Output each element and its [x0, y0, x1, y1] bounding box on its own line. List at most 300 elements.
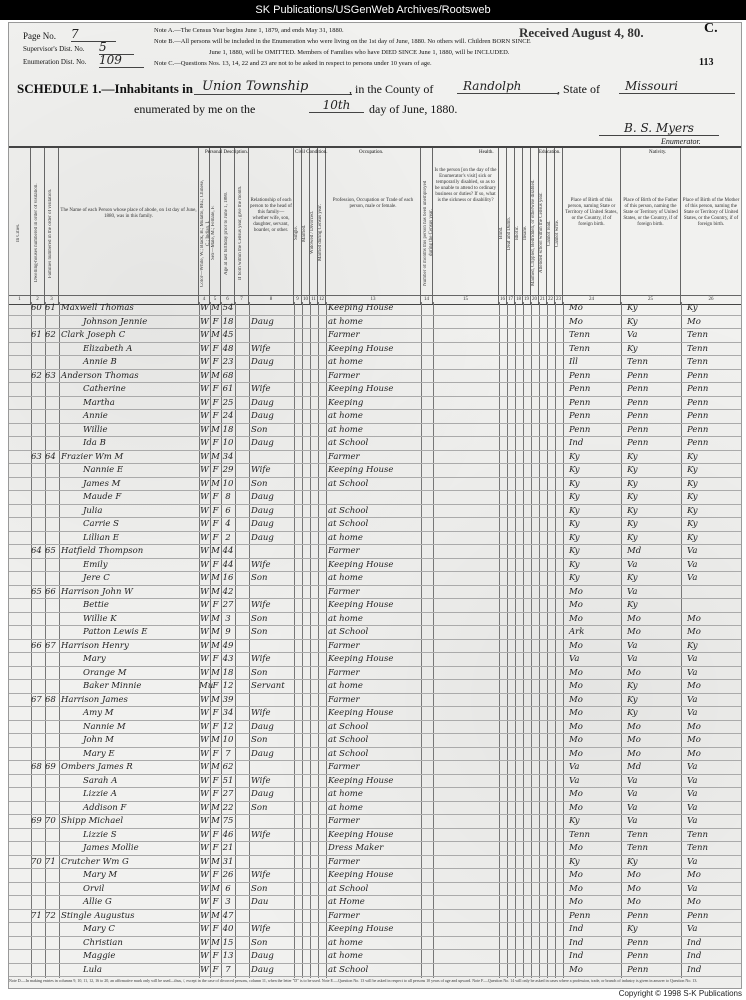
cell-bf: Penn: [627, 951, 649, 961]
cell-bf: Penn: [627, 397, 649, 408]
cell-age: 68: [222, 370, 234, 381]
cell-color: W: [200, 573, 209, 583]
cell-fam: 69: [45, 762, 56, 772]
cell-name: John M: [83, 735, 114, 745]
cell-age: 54: [222, 303, 234, 313]
cell-fam: [45, 950, 59, 962]
cell-bf: Penn: [627, 424, 649, 435]
cell-bf: Va: [627, 654, 638, 664]
cell-sex: M: [211, 478, 220, 489]
cell-name: Annie B: [83, 357, 117, 367]
cell-bf: Va: [627, 802, 638, 813]
col-7-header: If born within the Census year, give the month. 7: [235, 148, 249, 304]
cell-age: 46: [222, 829, 234, 840]
cell-rel: [251, 545, 294, 557]
table-row: [9, 640, 741, 654]
table-row: [9, 667, 741, 681]
cell-color: W: [200, 870, 209, 880]
table-row: [9, 923, 741, 937]
cell-fam: [45, 356, 59, 368]
cell-b: Mo: [569, 640, 583, 651]
cell-occ: at home: [328, 937, 363, 948]
cell-fam: [45, 464, 59, 476]
cell-bf: Tenn: [627, 843, 648, 853]
cell-rel: Daug: [251, 411, 274, 421]
cell-dw: [31, 559, 45, 571]
cell-bf: Mo: [627, 735, 641, 745]
cell-dw: [31, 721, 45, 733]
cell-age: 61: [222, 384, 234, 394]
cell-fam: [45, 532, 59, 544]
col-20-header: Maimed, Crippled, Bedridden, or otherwise disabled. 20: [531, 148, 539, 304]
cell-dw: [31, 788, 45, 800]
cell-dw: [31, 478, 45, 490]
cell-occ: at home: [328, 802, 363, 813]
cell-bm: Mo: [687, 316, 701, 327]
cell-age: 15: [222, 937, 234, 948]
cell-fam: [45, 343, 59, 355]
cell-dw: [31, 383, 45, 395]
cell-bf: Va: [627, 789, 638, 799]
cell-bf: Ky: [627, 316, 638, 327]
cell-occ: at home: [328, 357, 363, 367]
cell-sex: M: [211, 802, 220, 813]
cell-dw: [31, 842, 45, 854]
cell-color: W: [200, 762, 209, 772]
cell-occ: Keeping House: [328, 924, 394, 934]
cell-bm: Va: [687, 802, 698, 813]
cell-fam: 70: [45, 816, 56, 826]
cell-occ: Farmer: [328, 910, 360, 921]
col-25-header: Place of Birth of the Father of this person, naming the State or Territory of United States, or the Country, if of foreign birth. 25: [621, 148, 681, 304]
cell-dw: [31, 707, 45, 719]
page-no-value: 7: [71, 27, 116, 42]
cell-b: Penn: [569, 370, 591, 381]
cell-color: W: [200, 411, 209, 421]
cell-color: W: [200, 505, 209, 516]
cell-bm: Tenn: [687, 843, 708, 853]
cell-bf: Va: [627, 775, 638, 786]
cell-fam: [45, 559, 59, 571]
cell-dw: 67: [31, 694, 42, 705]
table-row: [9, 883, 741, 897]
cell-occ: Farmer: [328, 694, 360, 705]
table-row: [9, 937, 741, 951]
cell-age: 9: [225, 627, 231, 637]
cell-sex: M: [211, 330, 220, 340]
cell-color: W: [200, 397, 209, 408]
table-row: [9, 829, 741, 843]
cell-name: Mary M: [83, 870, 118, 880]
cell-b: Penn: [569, 411, 591, 421]
cell-dw: 60: [31, 303, 42, 313]
cell-occ: Farmer: [328, 451, 360, 462]
cell-sex: F: [212, 924, 219, 934]
cell-occ: Farmer: [328, 667, 360, 678]
cell-rel: Wife: [251, 924, 271, 934]
cell-age: 27: [222, 789, 234, 799]
state-value: Missouri: [619, 79, 735, 94]
cell-name: Emily: [83, 559, 108, 570]
cell-bf: Va: [627, 586, 638, 597]
cell-color: W: [200, 721, 209, 732]
cell-fam: [45, 613, 59, 625]
cell-name: Clark Joseph C: [61, 330, 126, 340]
cell-b: Mo: [569, 681, 583, 691]
cell-occ: Keeping House: [328, 829, 394, 840]
cell-name: Willie K: [83, 613, 117, 624]
cell-color: W: [200, 748, 209, 759]
note-c: Note C.—Questions Nos. 13, 14, 22 and 23 are not to be asked in respect to persons under 10 years of age.: [154, 60, 432, 67]
cell-dw: [31, 802, 45, 814]
cell-sex: F: [212, 870, 219, 880]
cell-bf: Ky: [627, 694, 638, 705]
cell-age: 29: [222, 465, 234, 475]
cell-sex: F: [212, 829, 219, 840]
cell-occ: Keeping House: [328, 559, 394, 570]
cell-rel: Daug: [251, 721, 274, 732]
cell-b: Mo: [569, 735, 583, 745]
cell-name: Maggie: [83, 951, 116, 961]
cell-rel: [251, 586, 294, 598]
cell-occ: at School: [328, 721, 369, 732]
cell-dw: [31, 356, 45, 368]
cell-rel: Dau: [251, 897, 269, 907]
cell-sex: M: [211, 910, 220, 921]
cell-occ: Dress Maker: [328, 843, 384, 853]
cell-sex: F: [212, 775, 219, 786]
table-row: [9, 815, 741, 829]
cell-fam: [45, 923, 59, 935]
cell-color: W: [200, 708, 209, 718]
cell-dw: [31, 343, 45, 355]
cell-rel: [251, 370, 294, 382]
cell-occ: at School: [328, 627, 369, 637]
cell-fam: [45, 788, 59, 800]
cell-age: 16: [222, 573, 234, 583]
cell-bf: Ky: [627, 451, 638, 462]
cell-age: 10: [222, 735, 234, 745]
cell-b: Mo: [569, 964, 583, 975]
cell-age: 75: [222, 816, 234, 826]
cell-occ: Farmer: [328, 586, 360, 597]
cell-bm: Penn: [687, 397, 709, 408]
cell-dw: [31, 950, 45, 962]
cell-sex: F: [212, 559, 219, 570]
cell-dw: [31, 505, 45, 517]
table-row: [9, 734, 741, 748]
table-row: [9, 788, 741, 802]
cell-occ: Farmer: [328, 330, 360, 340]
cell-name: Orange M: [83, 667, 127, 678]
col-11-header: Widowed / Divorced. 11: [310, 148, 318, 304]
cell-color: W: [200, 816, 209, 826]
cell-occ: Keeping House: [328, 303, 394, 313]
cell-bf: Ky: [627, 856, 638, 867]
cell-bf: Ky: [627, 681, 638, 691]
cell-rel: Son: [251, 937, 268, 948]
cell-fam: [45, 437, 59, 449]
cell-bf: Mo: [627, 627, 641, 637]
cell-name: Lula: [83, 964, 102, 975]
cell-color: W: [200, 694, 209, 705]
cell-age: 10: [222, 438, 234, 448]
cell-rel: Son: [251, 627, 268, 637]
cell-dw: 70: [31, 856, 42, 867]
footnotes: Note D.—In making entries in columns 9, 10, 11, 12, 16 to 20, an affirmative mark only will be used—thus, /, except in the case of divorced persons, column 11, when the letter "D" is to be used. Note E.—Question No. 13 will be asked in respect to all persons 10 years of age and upward. Note F.—Question No. 14 will only be asked in cases where a profession, trade, or branch of industry is given in answer to Question No. 13.: [9, 978, 698, 983]
cell-bm: Tenn: [687, 829, 708, 840]
cell-bf: Ky: [627, 924, 638, 934]
county-label: , in the County of: [349, 82, 434, 96]
cell-age: 31: [222, 856, 234, 867]
cell-bm: Va: [687, 883, 698, 894]
cell-color: W: [200, 843, 209, 853]
cell-sex: F: [212, 316, 219, 327]
cell-occ: Keeping: [328, 397, 364, 408]
cell-sex: F: [212, 465, 219, 475]
cell-occ: at home: [328, 532, 363, 543]
cell-sex: F: [212, 681, 219, 691]
col-1-header: In Cities. 1: [9, 148, 31, 304]
cell-rel: Son: [251, 667, 268, 678]
table-row: [9, 478, 741, 492]
cell-color: W: [200, 667, 209, 678]
cell-sex: F: [212, 343, 219, 354]
sheet-number: 113: [699, 57, 714, 68]
cell-b: Ky: [569, 532, 580, 543]
cell-rel: Servant: [251, 681, 285, 691]
cell-color: W: [200, 897, 209, 907]
cell-sex: F: [212, 519, 219, 529]
cell-b: Ky: [569, 573, 580, 583]
cell-age: 39: [222, 694, 234, 705]
cell-dw: [31, 748, 45, 760]
cell-bm: Mo: [687, 897, 701, 907]
cell-fam: [45, 383, 59, 395]
group-health: Health.: [479, 150, 494, 155]
cell-dw: [31, 937, 45, 949]
col-10-header: Married. 10: [302, 148, 310, 304]
cell-dw: [31, 626, 45, 638]
cell-name: Amy M: [83, 708, 114, 718]
cell-sex: F: [212, 708, 219, 718]
cell-b: Ky: [569, 816, 580, 826]
table-row: [9, 802, 741, 816]
col-21-header: Attended school within the Census year. 21: [539, 148, 547, 304]
table-row: [9, 437, 741, 451]
cell-bm: Ky: [687, 532, 698, 543]
cell-sex: F: [212, 843, 219, 853]
cell-occ: at School: [328, 478, 369, 489]
cell-sex: F: [212, 600, 219, 610]
cell-bf: Ky: [627, 478, 638, 489]
cell-age: 44: [222, 559, 234, 570]
cell-b: Tenn: [569, 343, 590, 354]
cell-occ: Keeping House: [328, 384, 394, 394]
table-row: [9, 694, 741, 708]
cell-sex: M: [211, 613, 220, 624]
cell-rel: Daug: [251, 505, 274, 516]
cell-fam: 65: [45, 546, 56, 556]
cell-dw: [31, 410, 45, 422]
cell-color: W: [200, 384, 209, 394]
group-education: Education.: [539, 150, 561, 155]
table-row: [9, 343, 741, 357]
cell-color: W: [200, 303, 209, 313]
cell-rel: Daug: [251, 492, 274, 502]
cell-age: 34: [222, 451, 234, 462]
cell-rel: [251, 815, 294, 827]
cell-occ: Keeping House: [328, 465, 394, 475]
table-row: [9, 910, 741, 924]
cell-occ: at home: [328, 411, 363, 421]
cell-rel: Son: [251, 735, 268, 745]
cell-bf: Md: [627, 546, 642, 556]
col-12-header: Married during Census year. 12: [318, 148, 326, 304]
cell-sex: F: [212, 384, 219, 394]
cell-bf: Mo: [627, 897, 641, 907]
cell-bm: Mo: [687, 681, 701, 691]
note-b: Note B.—All persons will be included in the Enumeration who were living on the 1st day of June, 1880. No others will. Children BORN SINCE: [154, 38, 531, 45]
cell-occ: Keeping House: [328, 870, 394, 880]
cell-b: Mo: [569, 613, 583, 624]
cell-dw: [31, 923, 45, 935]
cell-name: Maxwell Thomas: [61, 303, 134, 313]
cell-name: Ida B: [83, 438, 106, 448]
cell-color: W: [200, 357, 209, 367]
table-row: [9, 356, 741, 370]
cell-rel: Wife: [251, 708, 271, 718]
cell-sex: F: [212, 505, 219, 516]
col-24-header: Place of Birth of this person, naming State or Territory of United States, or the Country, if of foreign birth. 24: [563, 148, 621, 304]
table-row: [9, 842, 741, 856]
census-rows: [9, 302, 741, 978]
cell-age: 25: [222, 397, 234, 408]
cell-age: 22: [222, 802, 234, 813]
cell-b: Ind: [569, 924, 584, 934]
cell-fam: [45, 937, 59, 949]
cell-bf: Ky: [627, 465, 638, 475]
table-row: [9, 869, 741, 883]
cell-fam: [45, 599, 59, 611]
cell-age: 51: [222, 775, 234, 786]
cell-dw: [31, 667, 45, 679]
cell-age: 23: [222, 357, 234, 367]
cell-fam: 66: [45, 586, 56, 597]
cell-bm: Mo: [687, 748, 701, 759]
cell-rel: Son: [251, 424, 268, 435]
cell-name: Christian: [83, 937, 123, 948]
table-row: [9, 329, 741, 343]
cell-dw: 65: [31, 586, 42, 597]
cell-bf: Ky: [627, 343, 638, 354]
cell-bf: Ky: [627, 303, 638, 313]
cell-name: Willie: [83, 424, 108, 435]
cell-b: Mo: [569, 667, 583, 678]
cell-b: Ark: [569, 627, 585, 637]
cell-bf: Penn: [627, 370, 649, 381]
cell-color: W: [200, 330, 209, 340]
cell-name: Shipp Michael: [61, 816, 124, 826]
cell-name: James M: [83, 478, 121, 489]
cell-rel: Wife: [251, 465, 271, 475]
sheet-letter: C.: [704, 21, 718, 36]
group-personal: Personal Description.: [205, 150, 249, 155]
cell-dw: [31, 437, 45, 449]
cell-age: 49: [222, 640, 234, 651]
cell-b: Mo: [569, 600, 583, 610]
cell-rel: [251, 761, 294, 773]
cell-name: Sarah A: [83, 775, 118, 786]
cell-name: Anderson Thomas: [61, 370, 139, 381]
cell-sex: F: [212, 897, 219, 907]
cell-bm: Ky: [687, 478, 698, 489]
cell-rel: Daug: [251, 532, 274, 543]
cell-occ: Farmer: [328, 640, 360, 651]
cell-b: Ky: [569, 856, 580, 867]
cell-b: Ky: [569, 465, 580, 475]
cell-bf: Tenn: [627, 357, 648, 367]
cell-color: W: [200, 627, 209, 637]
cell-bm: Va: [687, 573, 698, 583]
col-18-header: Idiotic. 18: [515, 148, 523, 304]
schedule-label: SCHEDULE 1.—Inhabitants in: [17, 81, 193, 96]
cell-name: Crutcher Wm G: [61, 856, 129, 867]
cell-bf: Va: [627, 640, 638, 651]
cell-dw: [31, 491, 45, 503]
cell-bf: Ky: [627, 708, 638, 718]
cell-b: Mo: [569, 694, 583, 705]
cell-color: W: [200, 654, 209, 664]
cell-age: 7: [225, 748, 231, 759]
cell-fam: [45, 397, 59, 409]
cell-name: Lillian E: [83, 532, 119, 543]
cell-color: W: [200, 438, 209, 448]
cell-sex: F: [212, 438, 219, 448]
cell-b: Mo: [569, 802, 583, 813]
note-a: Note A.—The Census Year begins June 1, 1879, and ends May 31, 1880.: [154, 27, 344, 34]
cell-bm: Va: [687, 856, 698, 867]
cell-sex: F: [212, 721, 219, 732]
county-value: Randolph: [457, 79, 558, 94]
cell-sex: F: [212, 654, 219, 664]
cell-fam: [45, 842, 59, 854]
cell-name: Mary: [83, 654, 106, 664]
cell-occ: at home: [328, 789, 363, 799]
cell-color: W: [200, 640, 209, 651]
cell-color: W: [200, 424, 209, 435]
cell-occ: at School: [328, 505, 369, 516]
cell-bf: Mo: [627, 870, 641, 880]
cell-bm: Va: [687, 546, 698, 556]
cell-bf: Ky: [627, 519, 638, 529]
census-sheet: [8, 22, 742, 989]
group-civil: Civil Condition.: [295, 150, 328, 155]
cell-dw: [31, 316, 45, 328]
cell-sex: F: [212, 397, 219, 408]
received-stamp: Received August 4, 80.: [519, 25, 644, 40]
table-row: [9, 370, 741, 384]
cell-fam: 71: [45, 856, 56, 867]
group-occupation: Occupation.: [359, 150, 384, 155]
cell-occ: Farmer: [328, 762, 360, 772]
table-row: [9, 383, 741, 397]
table-row: [9, 572, 741, 586]
cell-rel: Son: [251, 478, 268, 489]
cell-name: Stingle Augustus: [61, 910, 135, 921]
cell-color: W: [200, 600, 209, 610]
cell-name: Harrison Henry: [61, 640, 129, 651]
